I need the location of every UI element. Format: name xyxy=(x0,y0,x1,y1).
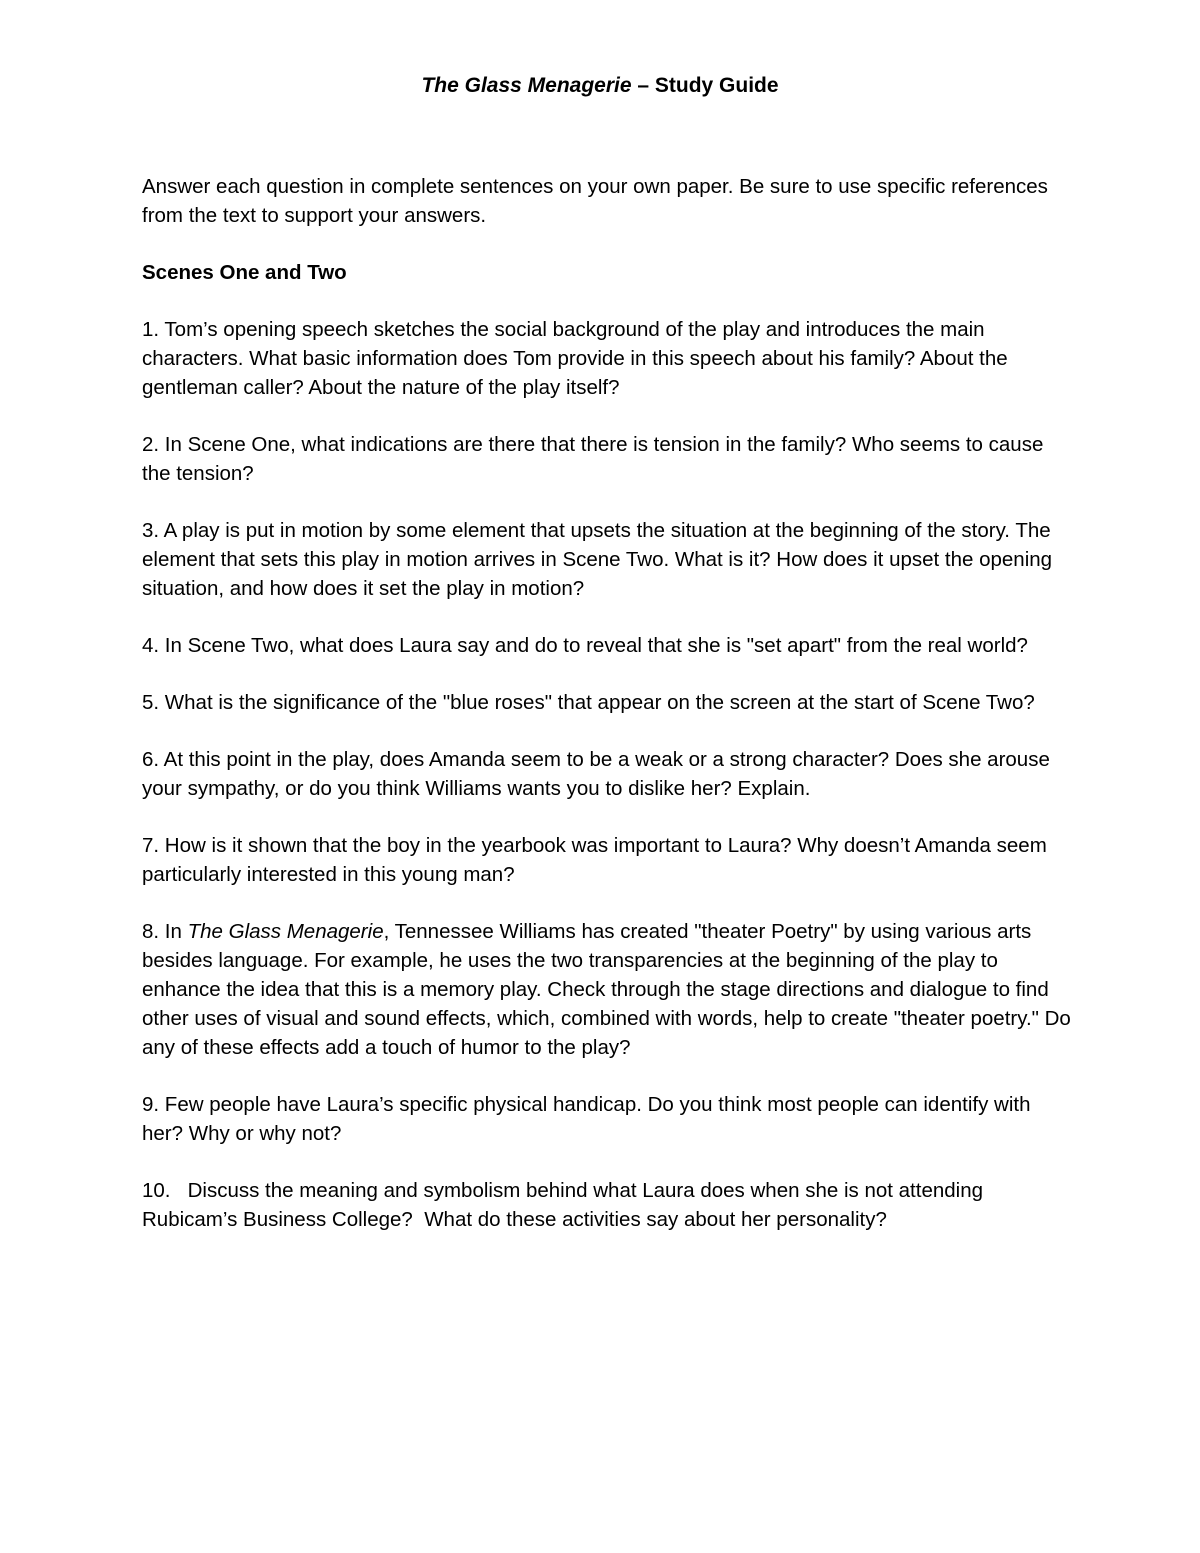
question-text-after: , Tennessee Williams has created "theater Poetry" by using various arts besides language. For example, he uses the two transparencies at the beginning of the play to enhance the idea that this is a memory play. Check through the stage directions and dialogue to find other uses of visual and sound effects, which, combined with words, help to create "theater poetry." Do any of these effects add a touch of humor to the play? xyxy=(142,920,1071,1059)
question-4 xyxy=(142,631,1072,660)
instructions-paragraph: Answer each question in complete sentences on your own paper. Be sure to use specific references from the text to support your answers. xyxy=(142,175,1048,227)
question-5 xyxy=(142,688,1072,717)
question-3 xyxy=(142,516,1072,603)
document-body xyxy=(142,172,1072,1262)
question-text: What is the significance of the "blue roses" that appear on the screen at the start of Scene Two? xyxy=(159,691,1035,714)
page-title xyxy=(0,72,1200,100)
question-number: 1. xyxy=(142,318,160,341)
question-number: 7. xyxy=(142,834,160,857)
question-number: 2. xyxy=(142,433,160,456)
question-8 xyxy=(142,917,1072,1062)
question-text: In Scene Two, what does Laura say and do to reveal that she is "set apart" from the real world? xyxy=(159,634,1028,657)
question-number: 8. xyxy=(142,920,160,943)
question-9 xyxy=(142,1090,1072,1148)
section-heading: Scenes One and Two xyxy=(142,261,347,284)
question-number: 10. xyxy=(142,1179,171,1202)
question-text: At this point in the play, does Amanda seem to be a weak or a strong character? Does she arouse your sympathy, or do you think Williams wants you to dislike her? Explain. xyxy=(142,748,1050,800)
question-text: Few people have Laura’s specific physical handicap. Do you think most people can identify with her? Why or why not? xyxy=(142,1093,1031,1145)
title-rest: – Study Guide xyxy=(631,74,779,97)
question-text: Tom’s opening speech sketches the social background of the play and introduces the main characters. What basic information does Tom provide in this speech about his family? About the gentleman caller? About the nature of the play itself? xyxy=(142,318,1008,399)
question-text-before: In xyxy=(159,920,188,943)
question-1 xyxy=(142,315,1072,402)
play-title-italic: The Glass Menagerie xyxy=(187,920,384,943)
question-number: 6. xyxy=(142,748,160,771)
title-italic: The Glass Menagerie xyxy=(421,74,632,97)
question-text: In Scene One, what indications are there that there is tension in the family? Who seems to cause the tension? xyxy=(142,433,1044,485)
question-text: How is it shown that the boy in the yearbook was important to Laura? Why doesn’t Amanda seem particularly interested in this young man? xyxy=(142,834,1047,886)
question-10 xyxy=(142,1176,1072,1234)
question-number: 3. xyxy=(142,519,160,542)
question-6 xyxy=(142,745,1072,803)
question-7 xyxy=(142,831,1072,889)
question-number: 5. xyxy=(142,691,160,714)
question-text: A play is put in motion by some element that upsets the situation at the beginning of the story. The element that sets this play in motion arrives in Scene Two. What is it? How does it upset the opening situation, and how does it set the play in motion? xyxy=(142,519,1053,600)
question-2 xyxy=(142,430,1072,488)
question-text: Discuss the meaning and symbolism behind what Laura does when she is not attending Rubicam’s Business College? What do these activities say about her personality? xyxy=(142,1179,989,1231)
question-number: 9. xyxy=(142,1093,160,1116)
question-number: 4. xyxy=(142,634,160,657)
